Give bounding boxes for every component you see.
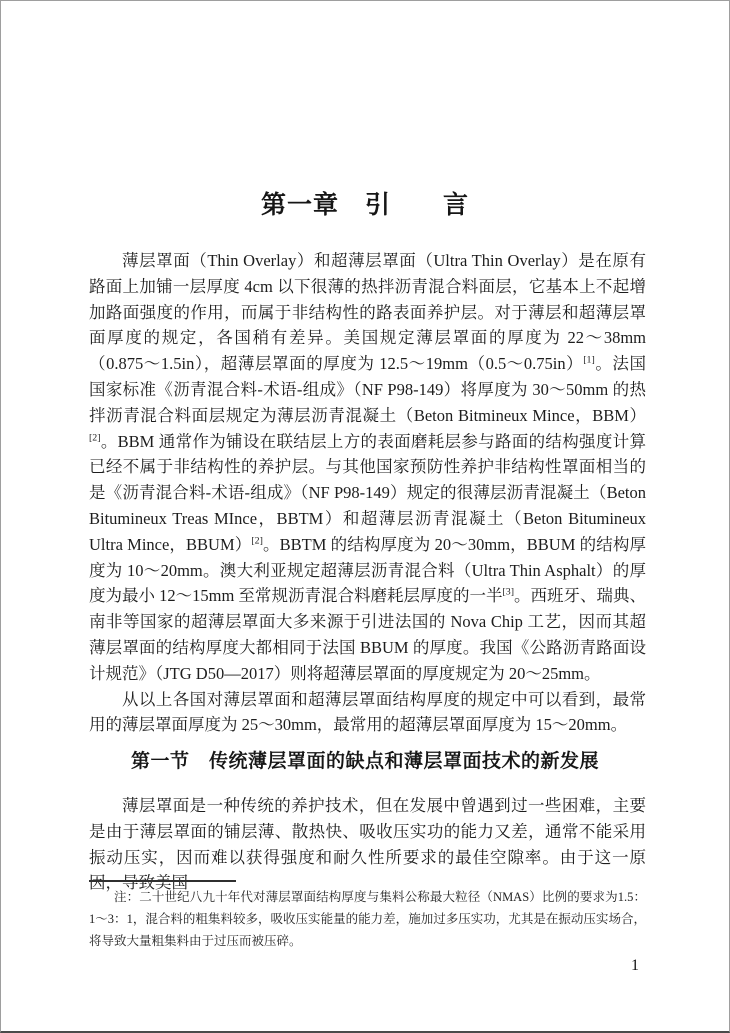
footnote-text: 注：二十世纪八九十年代对薄层罩面结构厚度与集料公称最大粒径（NMAS）比例的要求为1.5：1～3：1，混合料的粗集料较多，吸收压实能量的能力差，施加过多压实功，尤其是在振动压实场合，将导致大量粗集料由于过压而被压碎。 bbox=[89, 890, 646, 948]
section-heading: 第一节 传统薄层罩面的缺点和薄层罩面技术的新发展 bbox=[130, 751, 599, 772]
body-paragraph: 薄层罩面（Thin Overlay）和超薄层罩面（Ultra Thin Overlay）是在原有路面上加铺一层厚度 4cm 以下很薄的热拌沥青混合料面层，它基本上不起增加路面强度的作用，而属于非结构性的路表面养护层。对于薄层和超薄层罩面厚度的规定，各国稍有差异。美国规定薄层罩面的厚度为 22～38mm（0.875～1.5in），超薄层罩面的厚度为 12.5～19mm（0.5～0.75in）[1]。法国国家标准《沥青混合料-术语-组成》（NF P98-149）将厚度为 30～50mm 的热拌沥青混合料面层规定为薄层沥青混凝土（Beton Bitmineux Mince，BBM）[2]。BBM 通常作为铺设在联结层上方的表面磨耗层参与路面的结构强度计算已经不属于非结构性的养护层。与其他国家预防性养护非结构性罩面相当的是《沥青混合料-术语-组成》（NF P98-149）规定的很薄层沥青混凝土（Beton Bitumineux Treas MInce，BBTM）和超薄层沥青混凝土（Beton Bitumineux Ultra Mince，BBUM）[2]。BBTM 的结构厚度为 20～30mm，BBUM 的结构厚度为 10～20mm。澳大利亚规定超薄层沥青混合料（Ultra Thin Asphalt）的厚度为最小 12～15mm 至常规沥青混合料磨耗层厚度的一半[3]。西班牙、瑞典、南非等国家的超薄层罩面大多来源于引进法国的 Nova Chip 工艺，因而其超薄层罩面的结构厚度大都相同于法国 BBUM 的厚度。我国《公路沥青路面设计规范》（JTG D50—2017）则将超薄层罩面的厚度规定为 20～25mm。 bbox=[89, 251, 647, 683]
body-paragraph: 薄层罩面是一种传统的养护技术，但在发展中曾遇到过一些困难，主要是由于薄层罩面的铺层薄、散热快、吸收压实功的能力又差，通常不能采用振动压实，因而难以获得强度和耐久性所要求的最佳空隙率。由于这一原因，导致美国 bbox=[89, 796, 646, 893]
body-paragraph: 从以上各国对薄层罩面和超薄层罩面结构厚度的规定中可以看到，最常用的薄层罩面厚度为 25～30mm，最常用的超薄层罩面厚度为 15～20mm。 bbox=[89, 689, 646, 735]
intro-paragraphs bbox=[89, 248, 646, 738]
footnote-separator bbox=[89, 880, 236, 882]
page-number: 1 bbox=[631, 957, 639, 974]
chapter-title: 第一章 引 言 bbox=[260, 191, 469, 219]
